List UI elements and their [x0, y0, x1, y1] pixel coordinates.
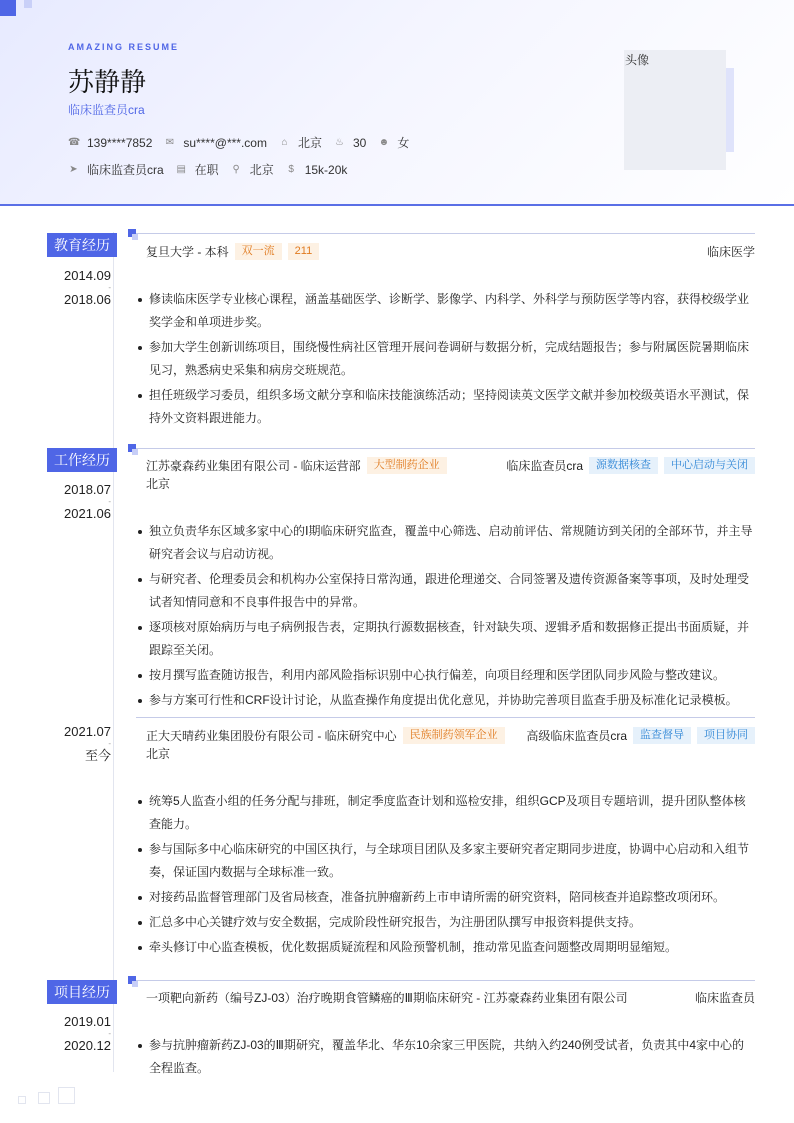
decor-square [0, 0, 16, 16]
info-row-job [68, 161, 359, 178]
home-icon: ⌂ [281, 137, 288, 148]
list-item: 担任班级学习委员，组织多场文献分享和临床技能演练活动；坚持阅读英文医学文献并参加校级英语水平测试，保持外文资料跟进能力。 [136, 384, 755, 430]
job2-location: 北京 [146, 747, 171, 761]
send-icon: ➤ [69, 164, 78, 175]
job2-bullets [136, 790, 755, 961]
job1-company: 江苏豪森药业集团有限公司 - 临床运营部 [146, 458, 361, 473]
job1-bullets [136, 520, 755, 714]
salary-icon: $ [288, 164, 294, 175]
list-item: 对接药品监督管理部门及省局核查，准备抗肿瘤新药上市申请所需的研究资料，陪同核查并追踪整改项闭环。 [136, 886, 755, 909]
decor-square [38, 1092, 50, 1104]
phone-icon: ☎ [68, 137, 81, 148]
job1-end: 2021.06 [64, 506, 111, 521]
location-pin-icon: ⚲ [232, 164, 240, 175]
job1-role: 临床监查员cra [506, 458, 583, 473]
info-email [164, 136, 267, 150]
list-item: 逐项核对原始病历与电子病例报告表，定期执行源数据核查，针对缺失项、逻辑矛盾和数据修正提出书面质疑，并跟踪至关闭。 [136, 616, 755, 662]
job2-company: 正大天晴药业集团股份有限公司 - 临床研究中心 [146, 728, 397, 743]
job1-role-tag: 中心启动与关闭 [664, 457, 755, 474]
info-row-basic [68, 134, 421, 151]
education-end: 2018.06 [64, 292, 111, 307]
job1-location: 北京 [146, 477, 171, 491]
job2-role-tag: 监查督导 [633, 727, 691, 744]
project-dates: 2019.01 - 2020.12 [64, 1014, 111, 1053]
section-marker-light [132, 981, 138, 987]
job2-dates: 2021.07 - 至今 [64, 724, 111, 763]
phone-text: 139****7852 [87, 135, 153, 150]
avatar [624, 50, 726, 170]
job2-start: 2021.07 [64, 724, 111, 739]
major-name: 临床医学 [706, 244, 755, 259]
job2-end: 至今 [84, 748, 111, 763]
gender-text: 女 [397, 136, 410, 150]
section-label-work: 工作经历 [47, 448, 117, 472]
briefcase-icon: ▤ [176, 164, 186, 175]
project-start: 2019.01 [64, 1014, 111, 1029]
decor-square [58, 1087, 75, 1104]
decor-square-small [24, 0, 32, 8]
section-divider [136, 448, 755, 449]
decor-square [18, 1096, 26, 1104]
info-status [176, 161, 219, 178]
info-phone [68, 136, 152, 150]
job-divider [136, 717, 755, 718]
education-bullets [136, 288, 755, 432]
email-text: su****@***.com [183, 135, 267, 150]
info-target-job [68, 161, 164, 178]
list-item: 修读临床医学专业核心课程，涵盖基础医学、诊断学、影像学、内科学、外科学与预防医学等内容，获得校级学业奖学金和单项进步奖。 [136, 288, 755, 334]
education-start: 2014.09 [64, 268, 111, 283]
list-item: 参与方案可行性和CRF设计讨论，从监查操作角度提出优化意见，并协助完善项目监查手册及标准化记录模板。 [136, 689, 755, 712]
list-item: 与研究者、伦理委员会和机构办公室保持日常沟通，跟进伦理递交、合同签署及遗传资源备案等事项，及时处理受试者知情同意和不良事件报告中的异常。 [136, 568, 755, 614]
avatar-alt-text: 头像 [625, 53, 650, 67]
target-city-text: 北京 [249, 163, 274, 177]
project-title: 一项靶向新药（编号ZJ-03）治疗晚期食管鳞癌的Ⅲ期临床研究 - 江苏豪森药业集团有限公司 [146, 990, 628, 1005]
candidate-name: 苏静静 [68, 67, 147, 97]
hometown-text: 北京 [297, 136, 322, 150]
section-marker-light [132, 234, 138, 240]
resume-tagline: AMAZING RESUME [68, 42, 179, 52]
job1-company-tag: 大型制药企业 [367, 457, 447, 474]
list-item: 汇总多中心关键疗效与安全数据，完成阶段性研究报告，为注册团队撰写申报资料提供支持。 [136, 911, 755, 934]
job2-company-tag: 民族制药领军企业 [403, 727, 505, 744]
job1-start: 2018.07 [64, 482, 111, 497]
project-end: 2020.12 [64, 1038, 111, 1053]
job1-dates: 2018.07 - 2021.06 [64, 482, 111, 521]
age-text: 30 [352, 135, 367, 150]
list-item: 参与抗肿瘤新药ZJ-03的Ⅲ期研究，覆盖华北、华东10余家三甲医院，共纳入约240例受试者，负责其中4家中心的全程监查。 [136, 1034, 755, 1080]
salary-text: 15k-20k [304, 162, 348, 177]
list-item: 参与国际多中心临床研究的中国区执行，与全球项目团队及多家主要研究者定期同步进度，协调中心启动和入组节奏，保证国内数据与全球标准一致。 [136, 838, 755, 884]
info-gender [378, 134, 409, 151]
resume-header [0, 0, 794, 206]
job1-header [146, 456, 755, 474]
section-label-education: 教育经历 [47, 233, 117, 257]
section-divider [136, 233, 755, 234]
section-label-project: 项目经历 [47, 980, 117, 1004]
job2-role-tag: 项目协同 [697, 727, 755, 744]
school-name: 复旦大学 - 本科 [146, 244, 229, 259]
job2-role: 高级临床监查员cra [526, 728, 627, 743]
job2-header [146, 726, 755, 744]
school-tag: 双一流 [235, 243, 282, 260]
job1-role-tag: 源数据核查 [589, 457, 658, 474]
project-header [146, 988, 755, 1006]
list-item: 参加大学生创新训练项目，围绕慢性病社区管理开展问卷调研与数据分析，完成结题报告；参与附属医院暑期临床见习，熟悉病史采集和病房交班规范。 [136, 336, 755, 382]
status-text: 在职 [194, 163, 219, 177]
info-age [334, 136, 366, 150]
cake-icon: ♨ [335, 137, 344, 148]
list-item: 统筹5人监查小组的任务分配与排班，制定季度监查计划和巡检安排，组织GCP及项目专题培训，提升团队整体核查能力。 [136, 790, 755, 836]
mail-icon: ✉ [165, 137, 175, 148]
list-item: 按月撰写监查随访报告，利用内部风险指标识别中心执行偏差，向项目经理和医学团队同步风险与整改建议。 [136, 664, 755, 687]
list-item: 牵头修订中心监查模板，优化数据质疑流程和风险预警机制，推动常见监查问题整改周期明显缩短。 [136, 936, 755, 959]
section-marker-light [132, 449, 138, 455]
info-hometown [279, 134, 322, 151]
project-bullets [136, 1034, 755, 1082]
school-tag: 211 [288, 243, 320, 260]
candidate-job-title: 临床监查员cra [68, 103, 145, 117]
education-dates: 2014.09 - 2018.06 [64, 268, 111, 307]
list-item: 独立负责华东区域多家中心的Ⅰ期临床研究监查，覆盖中心筛选、启动前评估、常规随访到关闭的全部环节，并主导研究者会议与启动访视。 [136, 520, 755, 566]
education-header [146, 242, 755, 260]
section-divider [136, 980, 755, 981]
target-job-text: 临床监查员cra [87, 163, 164, 177]
info-salary [286, 163, 348, 177]
project-role: 临床监查员 [694, 990, 755, 1005]
gender-icon: ☻ [378, 137, 390, 148]
timeline-line [113, 232, 114, 1072]
info-target-city [231, 161, 274, 178]
